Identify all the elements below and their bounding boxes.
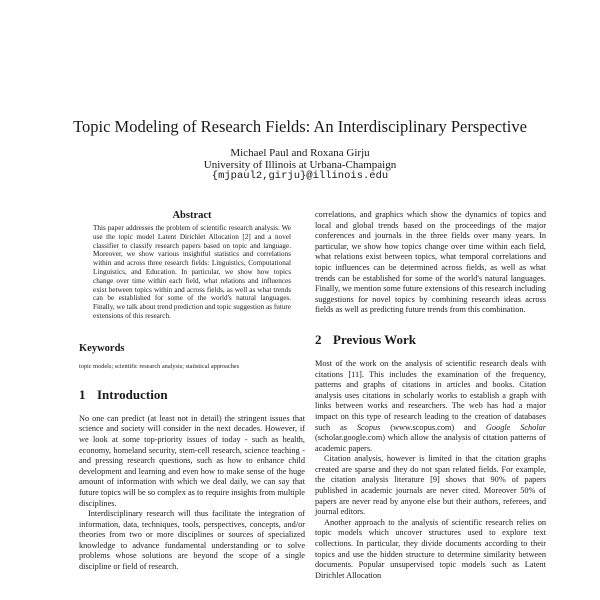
left-column — [79, 210, 305, 573]
author-names: Michael Paul and Roxana Girju — [230, 147, 370, 159]
affiliation: University of Illinois at Urbana-Champaign — [203, 158, 397, 171]
scopus-term: Scopus — [356, 422, 381, 432]
previous-work-paragraph-2: Citation analysis, however is limited in that the citation graphs created are sparse and they do not span related fields. For example, the citation analysis literature [9] shows that 90% of papers published in academic journals are never cited. Moreover 50% of papers are never read by anyone else but their authors, referees, and journal editors. — [315, 454, 546, 517]
previous-work-paragraph-3: Another approach to the analysis of scientific research relies on topic models which uncover structures used to explore text collections. In particular, they divide documents according to their topics and use the hidden structure to determine similarity between documents. Popular unsupervised topic models such as Latent Dirichlet Allocation — [315, 517, 546, 580]
keywords-heading: Keywords — [79, 342, 125, 354]
keywords-text: topic models; scientific research analysis; statistical approaches — [79, 362, 240, 370]
author-email: {mjpaul2,girju}@illinois.edu — [211, 170, 389, 182]
author-block — [100, 148, 500, 183]
previous-work-paragraph-1 — [315, 359, 546, 454]
paper-title: Topic Modeling of Research Fields: An Interdisciplinary Perspective — [73, 117, 527, 136]
paragraph-text: Most of the work on the analysis of scientific research deals with citations [11]. This includes the examination of the frequency, patterns and graphs of citations in articles and books. Citation analysis uses citations in scholarly works to establish a graph with links between works and researchers. The web has had a major impact on this type of research leading to the creation of databases such as — [315, 358, 546, 432]
section-title: Introduction — [97, 386, 168, 402]
google-scholar-term: Google Scholar — [485, 422, 546, 432]
section-heading-introduction — [79, 387, 305, 402]
abstract-text: This paper addresses the problem of scientific research analysis. We use the topic model Latent Dirichlet Allocation [2] and a novel classifier to classify research papers based on topic and language. Moreover, we show various insightful statistics and correlations within and across three research fields: Linguistics, Computational Linguistics, and Education. In particular, we show how topics change over time within each field, what relations and influences exist between topics within and across fields, as well as what trends can be established for some of the world's natural languages. Finally, we talk about trend prediction and topic suggestion as future extensions of this research. — [93, 224, 291, 320]
paragraph-text: (scholar.google.com) which allow the analysis of citation patterns of academic papers. — [315, 433, 546, 453]
right-column — [315, 210, 546, 581]
abstract-continuation-paragraph: correlations, and graphics which show the dynamics of topics and local and global trends based on the proceedings of the major conferences and journals in the three fields over many years. In particular, we show how topics change over time within each field, what relations exist between topics, what temporal correlations and topic influences can be determined across fields, as well as what trends can be established for some of the world's natural languages. Finally, we mention some future extensions of this research including suggestions for novel topics by combining research ideas across fields as well as predicting future trends from this combination. — [315, 210, 546, 315]
section-heading-previous-work — [315, 332, 546, 347]
section-number: 1 — [79, 386, 86, 402]
section-number: 2 — [315, 331, 322, 347]
paragraph-text: (www.scopus.com) and — [380, 422, 486, 432]
intro-paragraph-1: No one can predict (at least not in detail) the stringent issues that science and society will consider in the next decades. However, if we look at some top-priority issues of today - such as health, economy, homeland security, stem-cell research, science teaching - and pressing research questions, such as how to enhance child development and learning and even how to make sense of the huge amount of information with which we deal daily, we can say that future topics will be so complex as to require insights from multiple disciplines. — [79, 413, 305, 508]
intro-paragraph-2: Interdisciplinary research will thus facilitate the integration of information, data, techniques, tools, perspectives, concepts, and/or theories from two or more disciplines or sources of specialized knowledge to advance fundamental understanding or to solve problems whose solutions are beyond the scope of a single discipline or field of research. — [79, 509, 305, 572]
section-title: Previous Work — [333, 331, 416, 347]
abstract-heading: Abstract — [172, 210, 212, 221]
